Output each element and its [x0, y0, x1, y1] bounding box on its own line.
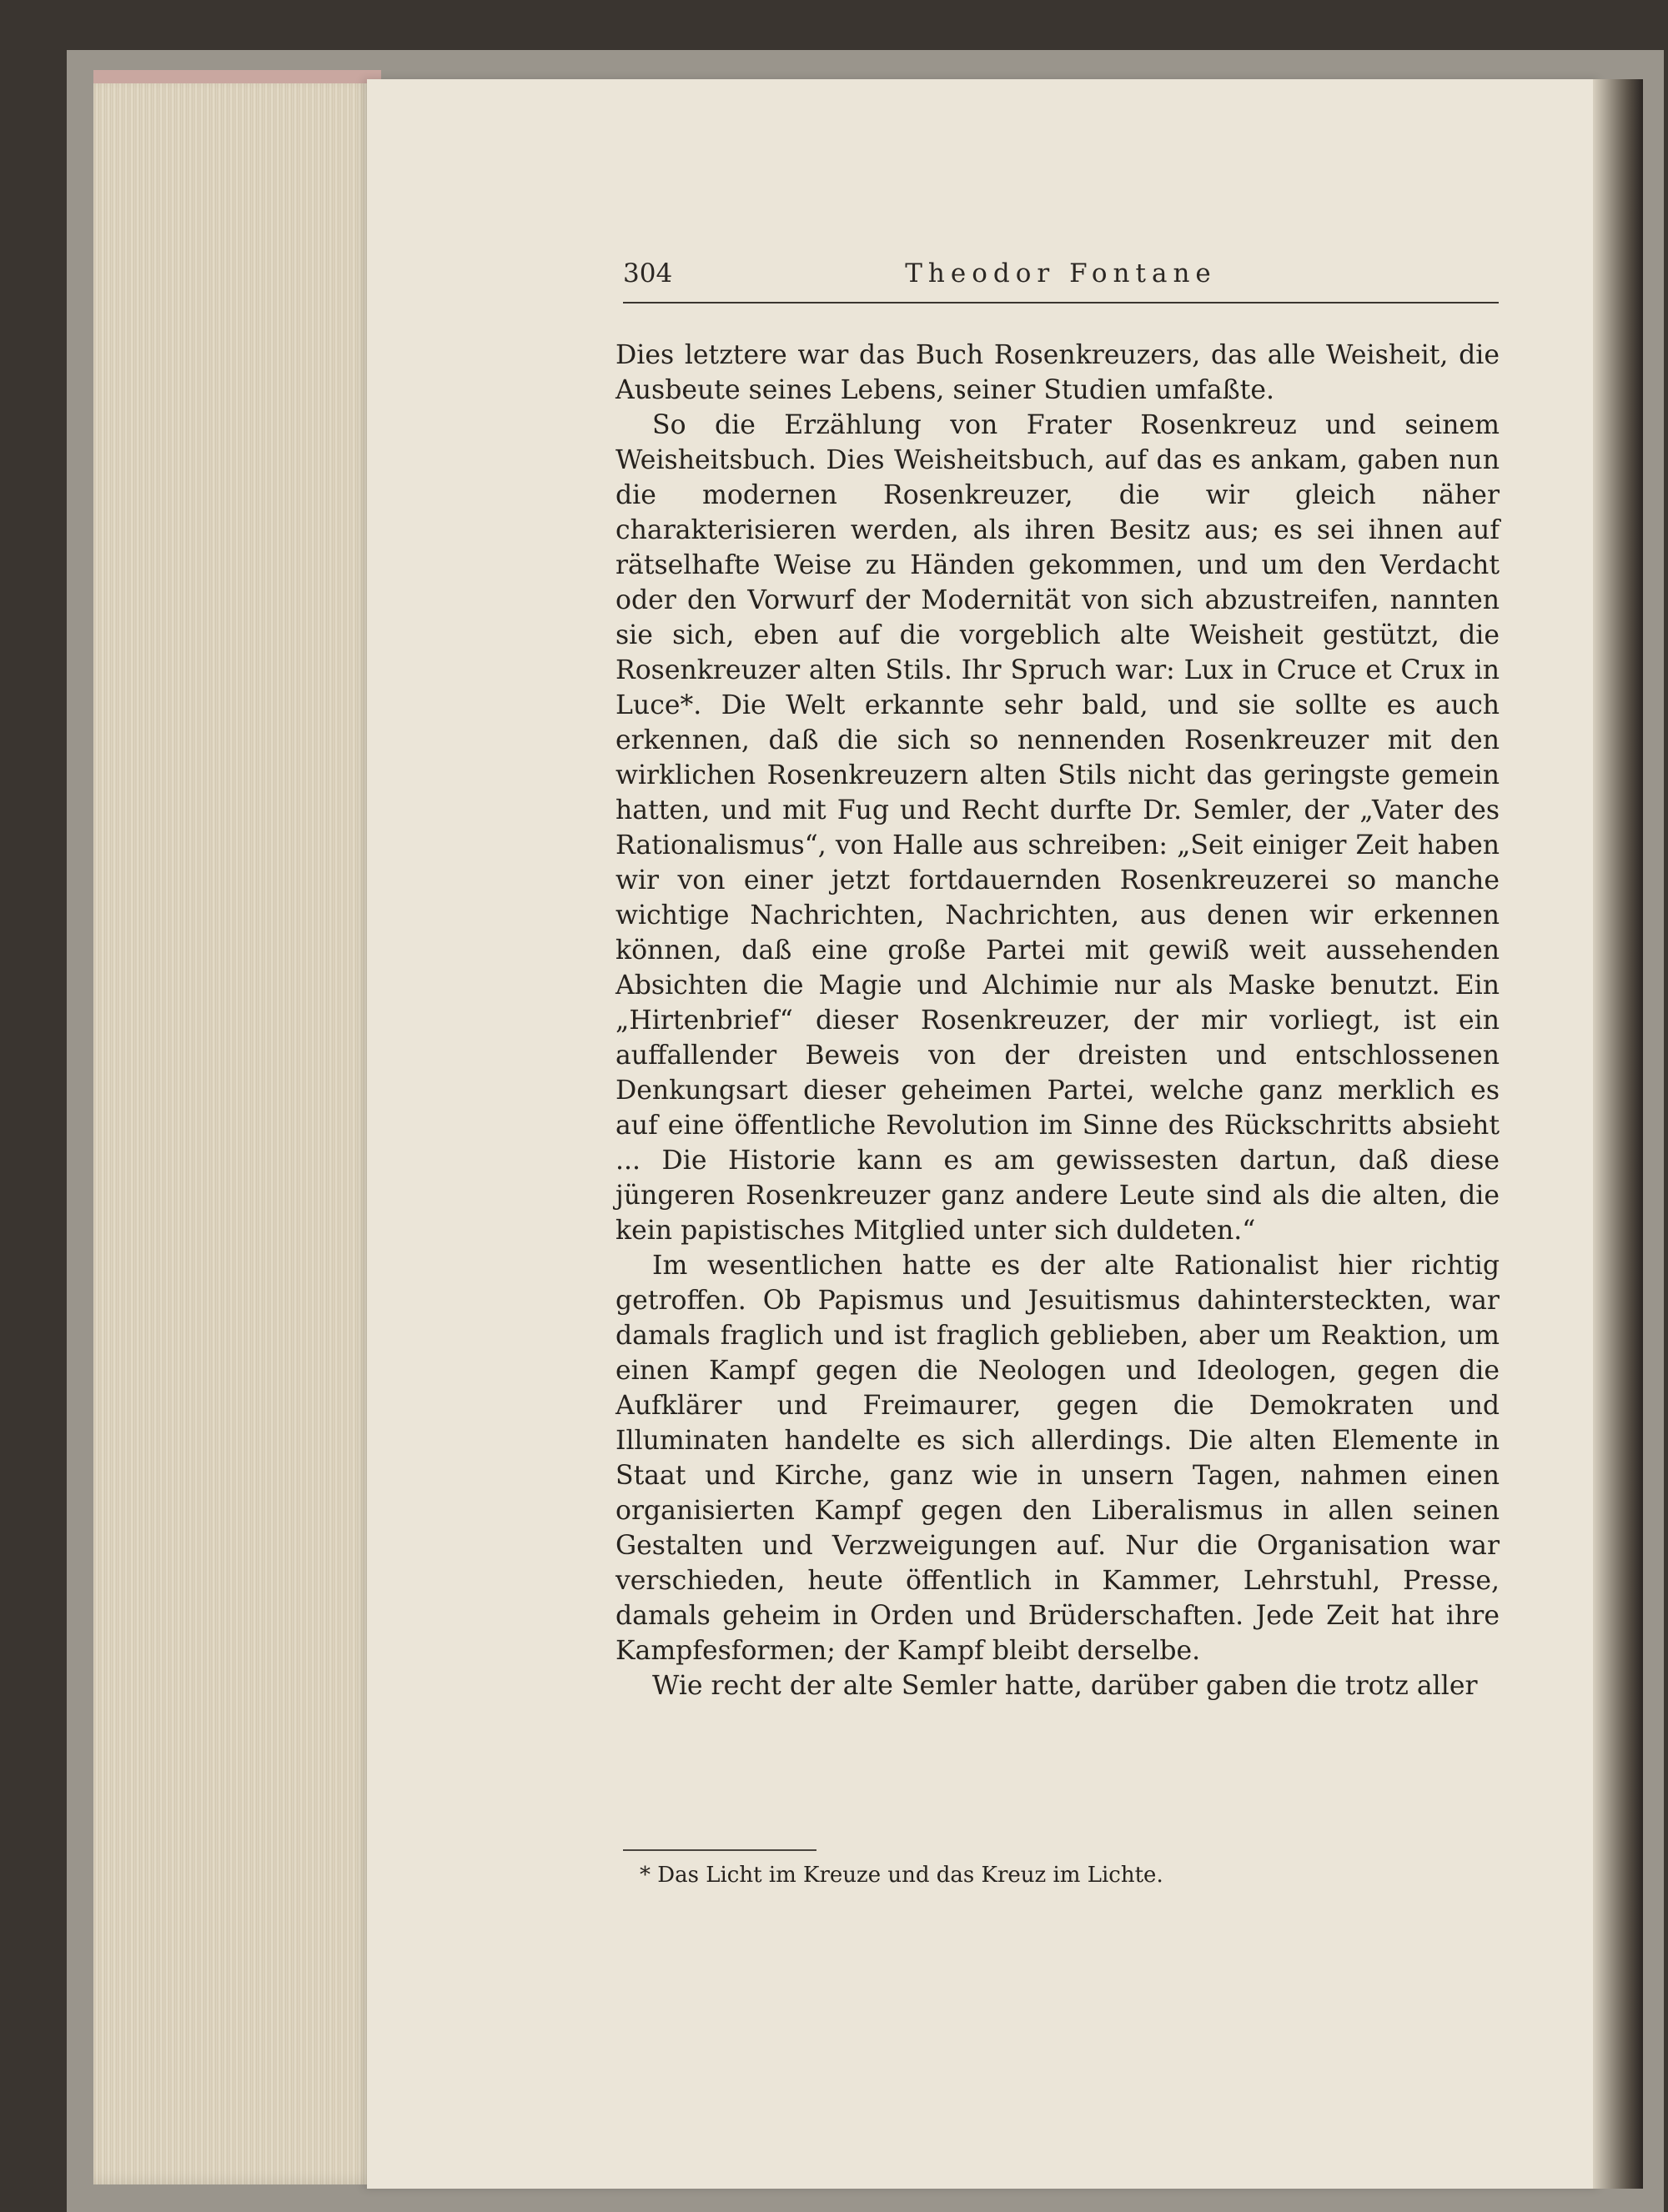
book-gutter — [1593, 79, 1643, 2189]
footnote: * Das Licht im Kreuze und das Kreuz im Lichte. — [640, 1863, 1163, 1888]
header-rule — [623, 302, 1499, 303]
page-header — [623, 258, 1499, 302]
page-edges — [93, 75, 381, 2184]
paragraph: So die Erzählung von Frater Rosenkreuz und seinem Weisheitsbuch. Dies Weisheitsbuch, auf das es ankam, gaben nun die modernen Rosenkreuzer, die wir gleich näher charakterisieren werden, als ihren Besitz aus; es sei ihnen auf rätselhafte Weise zu Händen gekommen, und um den Verdacht oder den Vorwurf der Modernität von sich abzustreifen, nannten sie sich, eben auf die vorgeblich alte Weisheit gestützt, die Rosenkreuzer alten Stils. Ihr Spruch war: Lux in Cruce et Crux in Luce*. Die Welt erkannte sehr bald, und sie sollte es auch erkennen, daß die sich so nennenden Rosenkreuzer mit den wirklichen Rosenkreuzern alten Stils nicht das geringste gemein hatten, und mit Fug und Recht durfte Dr. Semler, der „Vater des Rationalismus“, von Halle aus schreiben: „Seit einiger Zeit haben wir von einer jetzt fortdauernden Rosenkreuzerei so manche wichtige Nachrichten, Nachrichten, aus denen wir erkennen können, daß eine große Partei mit gewiß weit aussehenden Absichten die Magie und Alchimie nur als Maske benutzt. Ein „Hirtenbrief“ dieser Rosenkreuzer, der mir vorliegt, ist ein auffallender Beweis von der dreisten und entschlossenen Denkungsart dieser geheimen Partei, welche ganz merklich es auf eine öffentliche Revolution im Sinne des Rückschritts absieht ... Die Historie kann es am gewissesten dartun, daß diese jüngeren Rosenkreuzer ganz andere Leute sind als die alten, die kein papistisches Mitglied unter sich duldeten.“ — [615, 410, 1500, 1246]
paragraph: Dies letztere war das Buch Rosenkreuzers, das alle Weisheit, die Ausbeute seines Lebens, seiner Studien umfaßte. — [615, 340, 1500, 405]
paragraph: Wie recht der alte Semler hatte, darüber gaben die trotz aller — [652, 1671, 1478, 1701]
body-text — [615, 338, 1500, 1703]
page-number: 304 — [623, 258, 673, 288]
running-title: Theodor Fontane — [905, 258, 1217, 288]
page-edges-top — [93, 70, 381, 83]
paragraph: Im wesentlichen hatte es der alte Rationalist hier richtig getroffen. Ob Papismus und Jesuitismus dahintersteckten, war damals fraglich und ist fraglich geblieben, aber um Reaktion, um einen Kampf gegen die Neologen und Ideologen, gegen die Aufklärer und Freimaurer, gegen die Demokraten und Illuminaten handelte es sich allerdings. Die alten Elemente in Staat und Kirche, ganz wie in unsern Tagen, nahmen einen organisierten Kampf gegen den Liberalismus in allen seinen Gestalten und Verzweigungen auf. Nur die Organisation war verschieden, heute öffentlich in Kammer, Lehrstuhl, Presse, damals geheim in Orden und Brüderschaften. Jede Zeit hat ihre Kampfesformen; der Kampf bleibt derselbe. — [615, 1251, 1500, 1666]
footnote-rule — [623, 1849, 816, 1851]
